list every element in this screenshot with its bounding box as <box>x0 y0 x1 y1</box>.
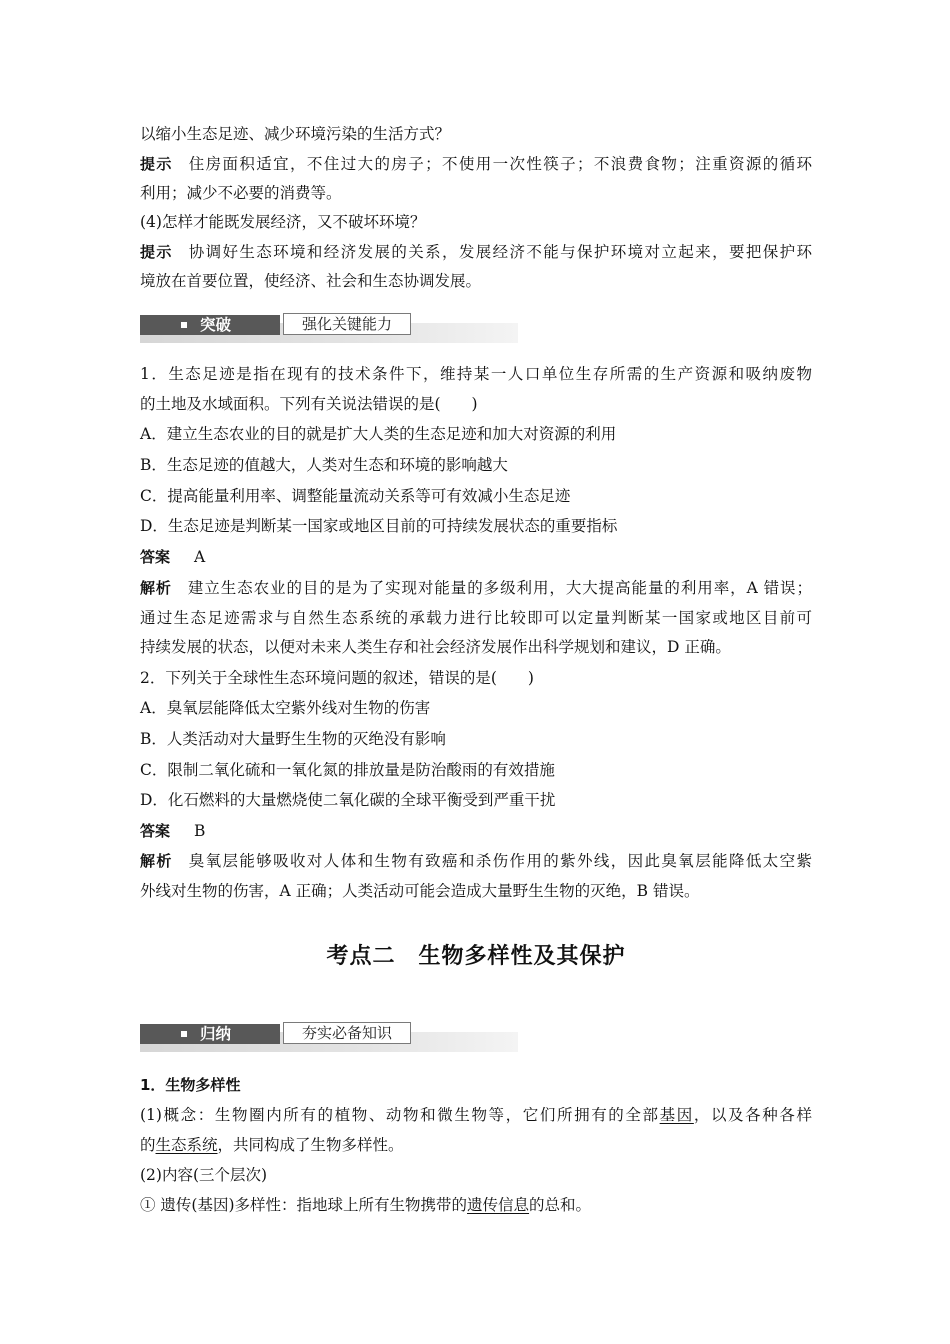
banner-light-tab: 夯实必备知识 <box>283 1022 411 1044</box>
content-title: (2)内容(三个层次) <box>140 1166 268 1184</box>
q2-stem: 2．下列关于全球性生态环境问题的叙述，错误的是( ) <box>140 669 534 687</box>
q2-analysis-line-2: 外线对生物的伤害，A 正确；人类活动可能会造成大量野生生物的灭绝，B 错误。 <box>140 882 700 900</box>
answer-value: A <box>194 548 206 566</box>
genetic-diversity-line <box>140 1195 591 1215</box>
section-banner-breakthrough <box>140 315 518 345</box>
square-bullet-icon <box>181 1031 187 1037</box>
q1-option-b: B．生态足迹的值越大，人类对生态和环境的影响越大 <box>140 456 508 474</box>
q4-hint-line-2: 境放在首要位置，使经济、社会和生态协调发展。 <box>140 272 482 290</box>
concept-l2-post: ，共同构成了生物多样性。 <box>217 1136 404 1154</box>
concept-underline-gene: 基因 <box>659 1106 694 1124</box>
square-bullet-icon <box>181 322 187 328</box>
q4-hint-text-1: 协调好生态环境和经济发展的关系，发展经济不能与保护环境对立起来，要把保护环 <box>188 243 812 261</box>
answer-value: B <box>194 822 206 840</box>
q1-option-c: C．提高能量利用率、调整能量流动关系等可有效减小生态足迹 <box>140 487 571 505</box>
genetic-underline: 遗传信息 <box>467 1196 530 1214</box>
q2-answer <box>140 821 205 841</box>
q2-analysis-line-1 <box>140 851 812 871</box>
genetic-post: 的总和。 <box>529 1196 592 1214</box>
q1-option-a: A．建立生态农业的目的就是扩大人类的生态足迹和加大对资源的利用 <box>140 425 617 443</box>
analysis-label: 解析 <box>140 852 173 870</box>
section-heading: 考点二 生物多样性及其保护 <box>326 944 626 969</box>
q2-analysis-text-1: 臭氧层能够吸收对人体和生物有致癌和杀伤作用的紫外线，因此臭氧层能降低太空紫 <box>188 852 812 870</box>
hint-label: 提示 <box>140 243 173 261</box>
q4-hint-line-1 <box>140 242 812 262</box>
genetic-pre: ① 遗传(基因)多样性：指地球上所有生物携带的 <box>140 1196 468 1214</box>
q1-option-d: D．生态足迹是判断某一国家或地区目前的可持续发展状态的重要指标 <box>140 517 618 535</box>
hint-label: 提示 <box>140 155 173 173</box>
analysis-label: 解析 <box>140 579 172 597</box>
q2-option-d: D．化石燃料的大量燃烧使二氧化碳的全球平衡受到严重干扰 <box>140 791 556 809</box>
q1-analysis-line-2: 通过生态足迹需求与自然生态系统的承载力进行比较即可以定量判断某一国家或地区目前可 <box>140 609 812 627</box>
q4-question: (4)怎样才能既发展经济，又不破坏环境？ <box>140 213 426 231</box>
q1-stem-line-1: 1．生态足迹是指在现有的技术条件下，维持某一人口单位生存所需的生产资源和吸纳废物 <box>140 365 812 383</box>
banner-light-tab: 强化关键能力 <box>283 313 411 335</box>
q3-hint-line-2: 利用；减少不必要的消费等。 <box>140 184 342 202</box>
concept-line-2 <box>140 1135 404 1155</box>
banner-dark-tab <box>140 1024 280 1044</box>
q1-stem-line-2: 的土地及水域面积。下列有关说法错误的是( ) <box>140 395 478 413</box>
q1-analysis-text-1: 建立生态农业的目的是为了实现对能量的多级利用，大大提高能量的利用率，A 错误； <box>187 579 812 597</box>
concept-underline-ecosystem: 生态系统 <box>155 1136 218 1154</box>
q3-hint-text-1: 住房面积适宜，不住过大的房子；不使用一次性筷子；不浪费食物；注重资源的循环 <box>188 155 812 173</box>
q1-analysis-line-3: 持续发展的状态，以便对未来人类生存和社会经济发展作出科学规划和建议，D 正确。 <box>140 638 731 656</box>
q2-option-c: C．限制二氧化硫和一氧化氮的排放量是防治酸雨的有效措施 <box>140 761 555 779</box>
q2-option-a: A．臭氧层能降低太空紫外线对生物的伤害 <box>140 699 431 717</box>
q1-answer <box>140 547 205 567</box>
section-banner-summary <box>140 1024 518 1054</box>
banner-dark-label: 归纳 <box>200 1025 232 1043</box>
banner-dark-label: 突破 <box>200 316 232 334</box>
concept-text-pre: (1)概念：生物圈内所有的植物、动物和微生物等，它们所拥有的全部 <box>140 1106 660 1124</box>
concept-text-post: ，以及各种各样 <box>693 1106 812 1124</box>
banner-dark-tab <box>140 315 280 335</box>
knowledge-item-1-title: 1．生物多样性 <box>140 1076 241 1094</box>
answer-label: 答案 <box>140 548 171 566</box>
answer-label: 答案 <box>140 822 171 840</box>
q3-hint-line-1 <box>140 154 812 174</box>
q1-analysis-line-1 <box>140 578 812 598</box>
concept-line-1 <box>140 1105 812 1125</box>
q2-option-b: B．人类活动对大量野生生物的灭绝没有影响 <box>140 730 446 748</box>
concept-l2-pre: 的 <box>140 1136 156 1154</box>
q3-tail: 以缩小生态足迹、减少环境污染的生活方式？ <box>140 125 451 143</box>
